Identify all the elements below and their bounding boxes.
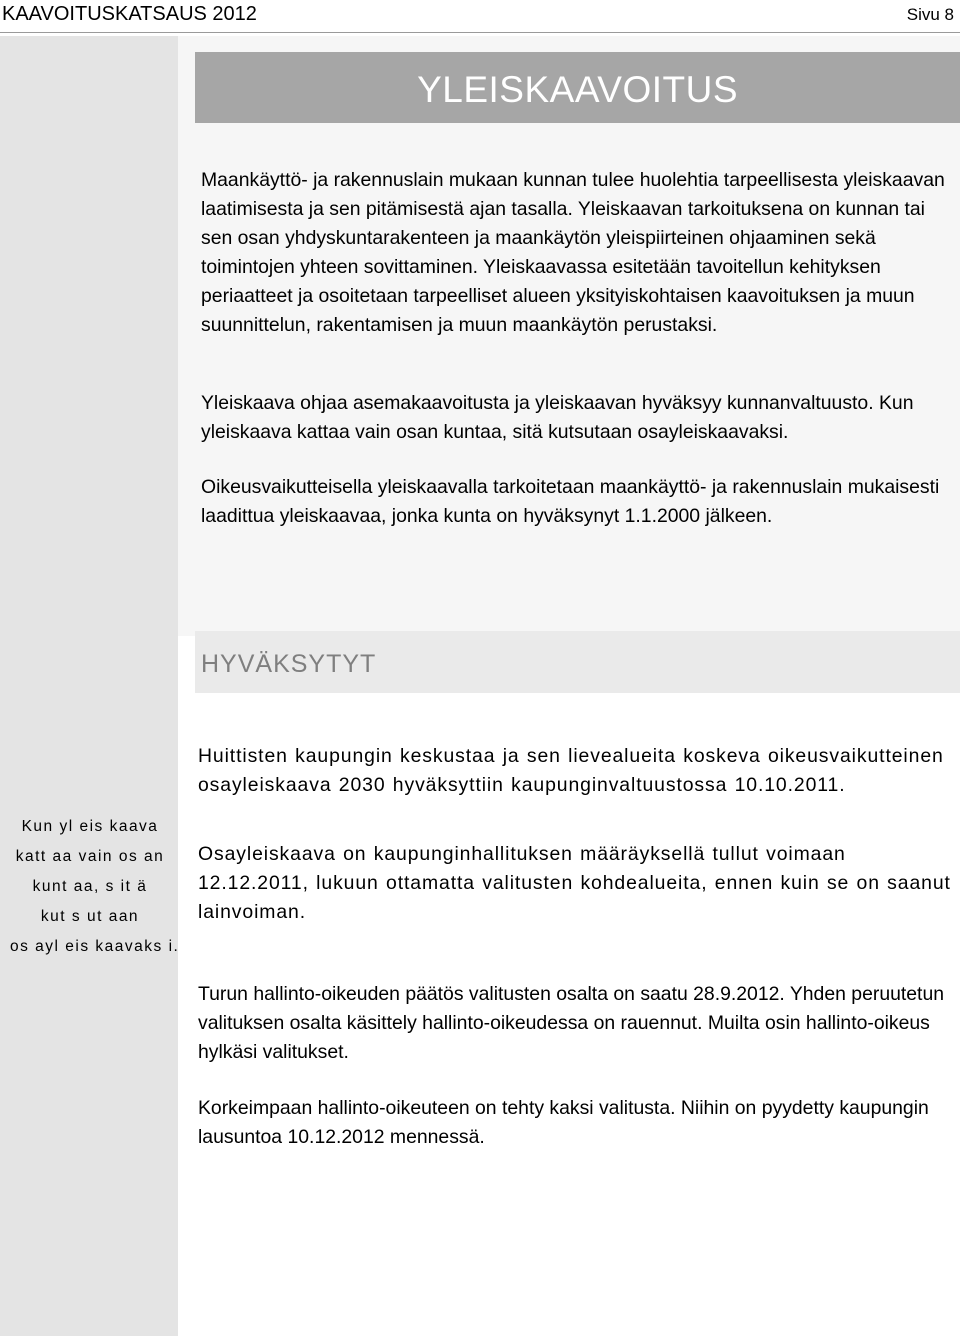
document-title: KAAVOITUSKATSAUS 2012 [2, 3, 257, 25]
sidebar-pull-quote [10, 812, 180, 962]
pull-quote-line: kunt aa, s it ä [32, 878, 148, 895]
page-header [0, 0, 960, 33]
pull-quote-line: os ayl eis kaavaks i. [10, 938, 180, 955]
page-number: Sivu 8 [906, 5, 954, 24]
approved-paragraph-2: Osayleiskaava on kaupunginhallituksen määräyksellä tullut voimaan 12.12.2011, lukuun ottamatta valitusten kohdealueita, ennen kuin se on saanut lainvoiman. [198, 843, 951, 923]
approved-paragraph-3: Turun hallinto-oikeuden päätös valitusten osalta on saatu 28.9.2012. Yhden peruutetun valituksen osalta käsittely hallinto-oikeudessa on rauennut. Muilta osin hallinto-oikeus hylkäsi valitukset. [198, 983, 945, 1063]
section-title: YLEISKAAVOITUS [417, 69, 738, 110]
pull-quote-line: Kun yl eis kaava [21, 818, 159, 835]
intro-paragraph-2: Yleiskaava ohjaa asemakaavoitusta ja yleiskaavan hyväksyy kunnanvaltuusto. Kun yleiskaava kattaa vain osan kuntaa, sitä kutsutaan osayleiskaavaksi. [201, 392, 914, 443]
subsection-banner [195, 631, 960, 693]
intro-paragraph-1: Maankäyttö- ja rakennuslain mukaan kunnan tulee huolehtia tarpeellisesta yleiskaavan laatimisesta ja sen pitämisestä ajan tasalla. Yleiskaavan tarkoituksena on kunnan tai sen osan yhdyskuntarakenteen ja maankäytön yleispiirteinen ohjaaminen sekä toimintojen yhteen sovittaminen. Yleiskaavassa esitetään tavoitellun kehityksen periaatteet ja osoitetaan tarpeelliset alueen yksityiskohtaisen kaavoituksen ja muun suunnittelun, rakentamisen ja muun maankäytön perustaksi. [201, 169, 945, 336]
pull-quote-line: katt aa vain os an [15, 848, 165, 865]
subsection-title: HYVÄKSYTYT [201, 650, 377, 678]
approved-paragraph-4: Korkeimpaan hallinto-oikeuteen on tehty kaksi valitusta. Niihin on pyydetty kaupungin lausuntoa 10.12.2012 mennessä. [198, 1097, 929, 1148]
intro-paragraph-3: Oikeusvaikutteisella yleiskaavalla tarkoitetaan maankäyttö- ja rakennuslain mukaisesti laadittua yleiskaavaa, jonka kunta on hyväksynyt 1.1.2000 jälkeen. [201, 476, 940, 527]
section-banner [195, 52, 960, 123]
pull-quote-line: kut s ut aan [40, 908, 140, 925]
left-sidebar-strip [0, 36, 178, 1336]
approved-paragraph-1: Huittisten kaupungin keskustaa ja sen lievealueita koskeva oikeusvaikutteinen osayleiskaava 2030 hyväksyttiin kaupunginvaltuustossa 10.10.2011. [198, 745, 944, 796]
